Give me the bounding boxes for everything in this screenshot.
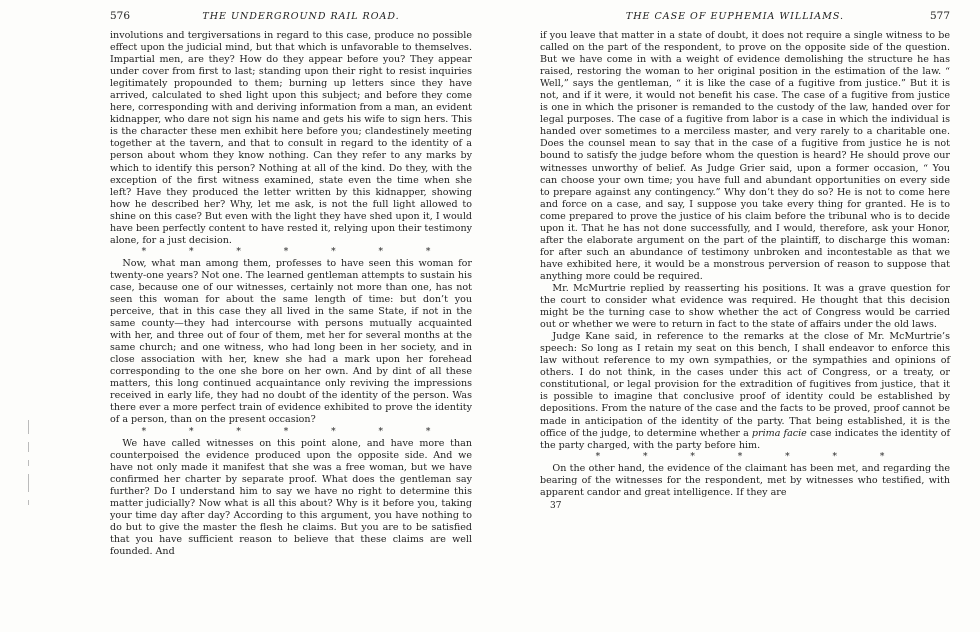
right-page-number: 577 bbox=[929, 10, 950, 22]
paragraph: Now, what man among them, professes to have seen this woman for twenty-one years? Not one. The learned gentleman attempts to sustain his case, because one of our witnesses, certainly not more than one, has not seen this woman for about the same length of time: but don’t you perceive, that in this case they all lived in the same State, if not in the same county—they had intercourse with persons mutually acquainted with her, and three out of four of them, met her for several months at the same church; and one witness, who had long been in her society, and in close association with her, knew she had a mark upon her forehead corresponding to the one she bore on her own. And by dint of all these matters, this long continued acquaintance only reviving the impressions received in early life, they had no doubt of the identity of the person. Was there ever a more perfect train of evidence exhibited to prove the identity of a person, than on the present occasion? bbox=[110, 257, 472, 426]
left-running-title: THE UNDERGROUND RAIL ROAD. bbox=[202, 11, 400, 22]
right-page bbox=[490, 0, 980, 632]
right-page-header bbox=[540, 10, 950, 24]
paragraph: Mr. McMurtrie replied by reasserting his positions. It was a grave question for the court to consider what evidence was required. He thought that this decision might be the turning case to show whether the act of Congress would be carried out or whether we were to return in fact to the state of affairs under the old laws. bbox=[540, 282, 950, 331]
left-page-body bbox=[110, 30, 472, 558]
paragraph: if you leave that matter in a state of doubt, it does not require a single witness to be called on the part of the respondent, to prove on the opposite side of the question. But we have come in with a weight of evidence demolishing the structure he has raised, restoring the woman to her original position in the estimation of the law. “ Well,” says the gentleman, “ it is like the case of a fugitive from justice.” But it is not, and if it were, it would not benefit his case. The case of a fugitive from justice is one in which the prisoner is remanded to the custody of the law, handed over for legal purposes. The case of a fugitive from labor is a case in which the individual is handed over sometimes to a merciless master, and very rarely to a charitable one. Does the counsel mean to say that in the case of a fugitive from justice he is not bound to satisfy the judge before whom the question is heard? He should prove our witnesses unworthy of belief. As Judge Grier said, upon a former occasion, “ You can choose your own time; you have full and abundant opportunities on every side to prepare against any contingency.” Why don’t they do so? He is not to come here and force on a case, and say, I suppose you take every thing for granted. He is to come prepared to prove the justice of his claim before the tribunal who is to decide upon it. That he has not done successfully, and I would, therefore, ask your Honor, after the elaborate argument on the part of the plaintiff, to discharge this woman: for after such an abundance of testimony unbroken and incontestable as that we have exhibited here, it would be a monstrous perversion of reason to suppose that anything more could be required. bbox=[540, 30, 950, 282]
paragraph: On the other hand, the evidence of the claimant has been met, and regarding the bearing of the witnesses for the respondent, met by witnesses who testified, with apparent candor and great intelligence. If they are bbox=[540, 462, 950, 498]
right-running-title: THE CASE OF EUPHEMIA WILLIAMS. bbox=[625, 11, 845, 22]
paragraph: involutions and tergiversations in regard to this case, produce no possible effect upon the judicial mind, but that which is unfavorable to themselves. Impartial men, are they? How do they appear before you? They appear under cover from first to last; standing upon their right to resist inquiries legitimately propounded to them; burning up letters since they have arrived, calculated to shed light upon this subject; and before they come here, corresponding with and deriving information from a man, an evident kidnapper, who dare not sign his name and gets his wife to sign hers. This is the character these men exhibit here before you; clandestinely meeting together at the tavern, and that to consult in regard to the identity of a person about whom they know nothing. Can they refer to any marks by which to identify this person? Nothing at all of the kind. Do they, with the exception of the first witness examined, state even the time when she left? Have they produced the letter written by this kidnapper, showing how he described her? Why, let me ask, is not the full light allowed to shine on this case? But even with the light they have shed upon it, I would have been perfectly content to have rested it, relying upon their testimony alone, for a just decision. bbox=[110, 30, 472, 246]
paragraph: We have called witnesses on this point alone, and have more than counterpoised the evidence produced upon the opposite side. And we have not only made it manifest that she was a free woman, but we have confirmed her charter by separate proof. What does the gentleman say further? Do I understand him to say we have no right to determine this matter judicially? Now what is all this about? Why is it before you, taking your time day after day? According to this argument, you have nothing to do but to give the master the flesh he claims. But you are to be satisfied that you have sufficient reason to believe that these claims are well founded. And bbox=[110, 437, 472, 557]
right-page-body bbox=[540, 30, 950, 499]
left-page-header bbox=[110, 10, 472, 24]
section-break-stars: * * * * * * * bbox=[595, 451, 905, 462]
signature-mark: 37 bbox=[550, 500, 562, 511]
left-page-number: 576 bbox=[110, 10, 131, 22]
paragraph: Judge Kane said, in reference to the remarks at the close of Mr. McMurtrie’s speech: So long as I retain my seat on this bench, I shall endeavor to enforce this law without reference to my own sympathies, or the sympathies and opinions of others. I do not think, in the cases under this act of Congress, or a treaty, or constitutional, or legal provision for the extradition of fugitives from justice, that it is possible to imagine that conclusive proof of identity could be established by depositions. From the nature of the case and the facts to be proved, proof cannot be made in anticipation of the identity of the party. That being established, it is the office of the judge, to determine whether a prima facie case indicates the identity of the party charged, with the party before him. bbox=[540, 331, 950, 451]
section-break-stars: * * * * * * * bbox=[141, 426, 451, 437]
section-break-stars: * * * * * * * bbox=[141, 246, 451, 257]
